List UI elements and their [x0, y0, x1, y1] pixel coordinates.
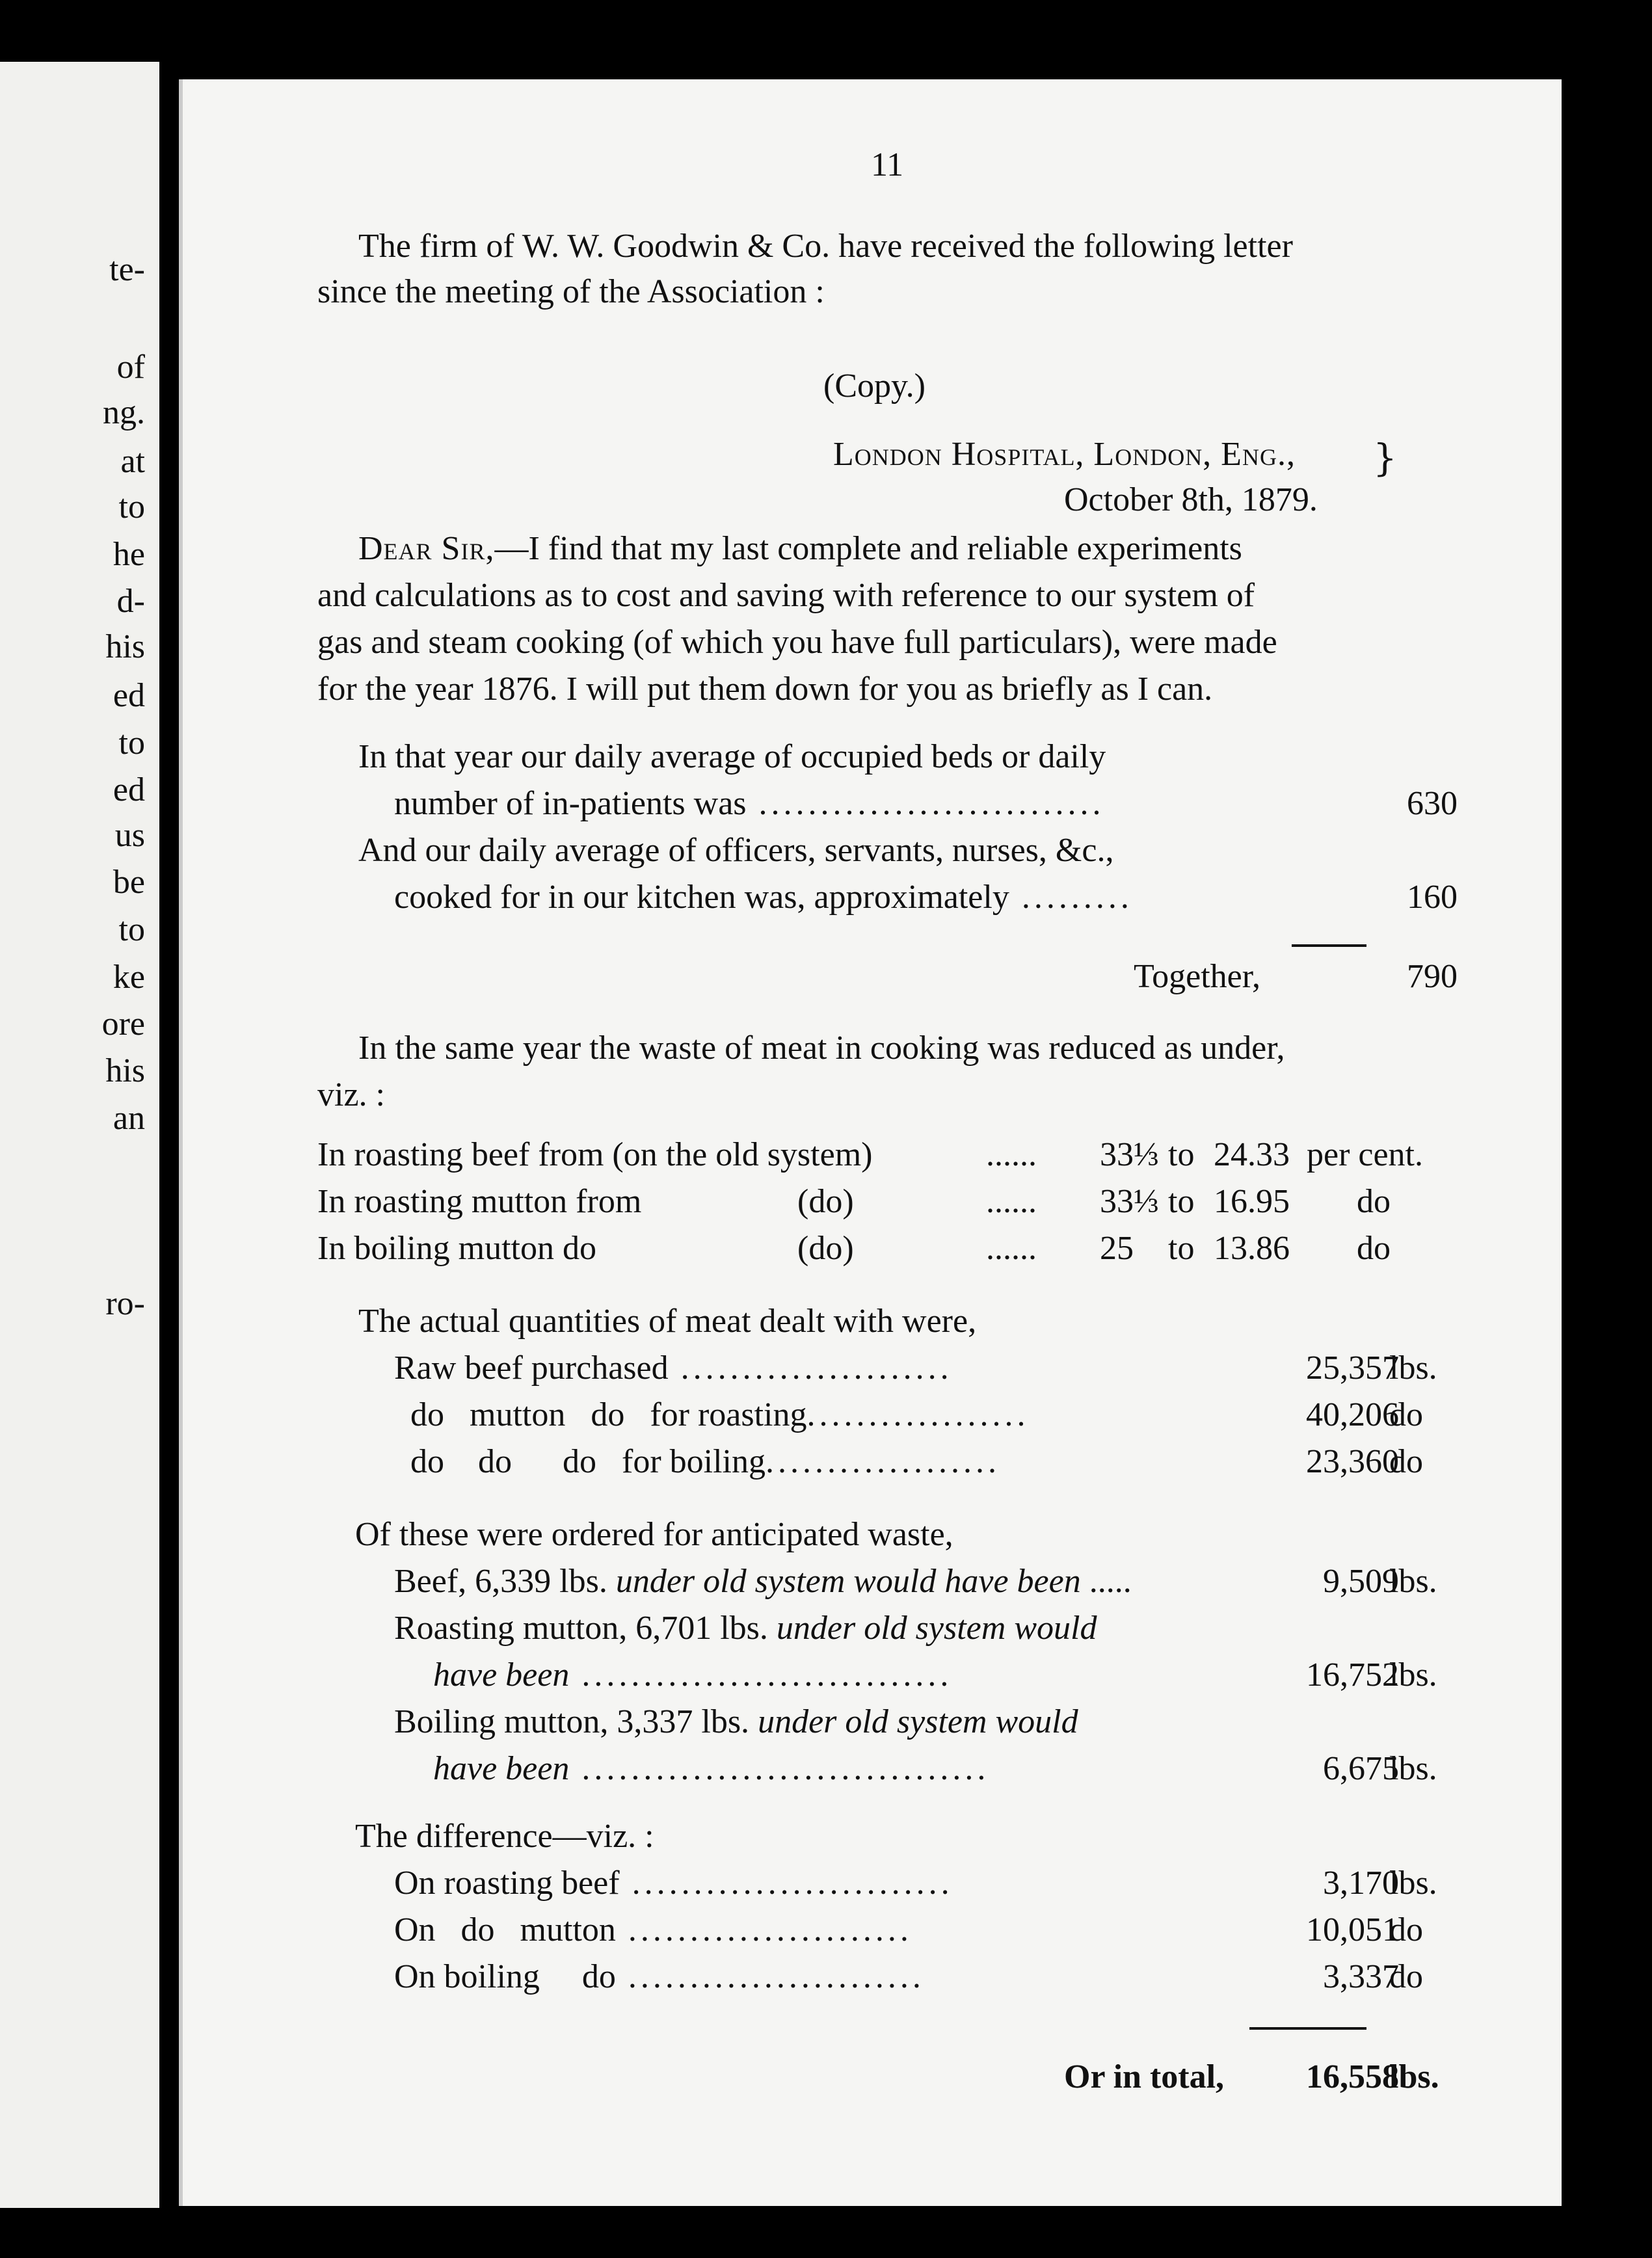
left-fragment: of	[116, 349, 145, 386]
leader-dots: ......	[986, 1230, 1037, 1267]
quantities-row	[410, 1441, 1000, 1483]
left-fragment: ed	[113, 771, 145, 808]
letter-line-3: gas and steam cooking (of which you have full particulars), were made	[317, 624, 1277, 661]
waste-line-1: In the same year the waste of meat in cooking was reduced as under,	[358, 1029, 1285, 1067]
quantities-row	[394, 1348, 953, 1389]
anticipated-unit: lbs.	[1389, 1656, 1437, 1693]
anticipated-row	[394, 1701, 1078, 1743]
book-spine-shadow	[159, 0, 179, 2258]
left-fragment: d-	[116, 583, 145, 620]
salutation: Dear Sir,	[358, 530, 495, 567]
left-fragment: be	[113, 864, 145, 901]
waste-row-label: In roasting beef from (on the old system)	[317, 1136, 873, 1173]
sum-rule	[1292, 944, 1366, 947]
leader-dots: .................................	[569, 1750, 990, 1787]
difference-value: 3,337	[1323, 1958, 1399, 1995]
leader-dots: ..........................	[619, 1865, 953, 1902]
waste-from: 33⅓	[1100, 1183, 1159, 1220]
quantities-value: 23,360	[1306, 1443, 1399, 1480]
anticipated-italic: under old system would	[758, 1703, 1078, 1740]
waste-unit: per cent.	[1307, 1136, 1424, 1173]
waste-row-label: In boiling mutton do	[317, 1230, 596, 1267]
anticipated-value: 9,509	[1323, 1563, 1399, 1600]
letter-text: —I find that my last complete and reliable experiments	[494, 530, 1242, 567]
leader-dots: ......	[986, 1183, 1037, 1220]
waste-unit: do	[1357, 1183, 1391, 1220]
difference-heading: The difference—viz. :	[355, 1818, 654, 1855]
patients-line-1: In that year our daily average of occupied beds or daily	[358, 738, 1106, 775]
patients-label: number of in-patients was	[394, 785, 747, 822]
difference-row	[394, 1909, 913, 1951]
left-fragment: to	[118, 911, 145, 948]
left-fragment: his	[105, 1052, 145, 1089]
letter-line-1	[358, 528, 1242, 570]
patients-value-2: 160	[1407, 879, 1458, 916]
waste-to-word: to	[1168, 1230, 1195, 1267]
quantities-heading: The actual quantities of meat dealt with were,	[358, 1303, 977, 1340]
patients-value-1: 630	[1407, 785, 1458, 822]
anticipated-row	[394, 1561, 1132, 1602]
leader-dots: ........................	[615, 1958, 925, 1995]
together-label: Together,	[1134, 958, 1260, 995]
difference-label: On do mutton	[394, 1911, 616, 1948]
left-fragment: at	[120, 443, 145, 480]
left-fragment: ke	[113, 959, 145, 996]
quantities-unit: lbs.	[1389, 1349, 1437, 1387]
difference-unit: do	[1389, 1958, 1423, 1995]
anticipated-italic: have been	[433, 1656, 570, 1693]
waste-to: 24.33	[1214, 1136, 1290, 1173]
brace-symbol: }	[1373, 436, 1397, 480]
quantities-label: Raw beef purchased	[394, 1349, 669, 1387]
waste-row-label: In roasting mutton from	[317, 1183, 642, 1220]
leader-dots: ......	[986, 1136, 1037, 1173]
total-value: 16,558	[1306, 2058, 1399, 2095]
leader-dots: ..................	[806, 1396, 1030, 1433]
previous-page-edge	[0, 62, 159, 2208]
letter-line-4: for the year 1876. I will put them down for you as briefly as I can.	[317, 671, 1213, 708]
quantities-value: 40,206	[1306, 1396, 1399, 1433]
scan-border	[159, 2206, 1652, 2258]
left-fragment: his	[105, 628, 145, 665]
waste-paren: (do)	[797, 1183, 854, 1220]
left-fragment: he	[113, 536, 145, 573]
difference-unit: lbs.	[1389, 1865, 1437, 1902]
patients-line-2	[394, 783, 1105, 825]
leader-dots: ..............................	[569, 1656, 953, 1693]
letter-line-2: and calculations as to cost and saving with reference to our system of	[317, 577, 1255, 614]
difference-row	[394, 1956, 925, 1998]
left-fragment: to	[118, 488, 145, 525]
leader-dots: ......................	[668, 1349, 953, 1387]
left-fragment: ed	[113, 677, 145, 714]
address-line-2: October 8th, 1879.	[1064, 481, 1318, 518]
anticipated-unit: lbs.	[1389, 1750, 1437, 1787]
anticipated-label: Boiling mutton, 3,337 lbs.	[394, 1703, 758, 1740]
left-fragment: te-	[109, 251, 145, 288]
total-unit: lbs.	[1389, 2058, 1439, 2095]
left-fragment: ore	[101, 1005, 145, 1043]
patients-label: cooked for in our kitchen was, approximately	[394, 879, 1009, 916]
quantities-row	[410, 1394, 1030, 1436]
patients-line-3: And our daily average of officers, servants, nurses, &c.,	[358, 832, 1114, 869]
anticipated-label: Beef, 6,339 lbs.	[394, 1563, 616, 1600]
waste-line-2: viz. :	[317, 1076, 385, 1113]
waste-unit: do	[1357, 1230, 1391, 1267]
difference-unit: do	[1389, 1911, 1423, 1948]
quantities-value: 25,357	[1306, 1349, 1399, 1387]
difference-label: On roasting beef	[394, 1865, 620, 1902]
anticipated-italic: under old system would	[776, 1610, 1097, 1647]
anticipated-row	[394, 1608, 1097, 1649]
leader-dots: ............................	[746, 785, 1105, 822]
document-page	[179, 79, 1562, 2206]
left-fragment: an	[113, 1100, 145, 1137]
waste-from: 25	[1100, 1230, 1134, 1267]
waste-to-word: to	[1168, 1136, 1195, 1173]
anticipated-value: 16,752	[1306, 1656, 1399, 1693]
waste-paren: (do)	[797, 1230, 854, 1267]
leader-dots: .......................	[615, 1911, 913, 1948]
intro-line-1: The firm of W. W. Goodwin & Co. have received the following letter	[358, 228, 1293, 265]
difference-row	[394, 1863, 953, 1904]
sum-rule	[1249, 2027, 1366, 2030]
total-label: Or in total,	[1064, 2058, 1225, 2095]
waste-to: 16.95	[1214, 1183, 1290, 1220]
leader-dots: ...................	[765, 1443, 1000, 1480]
leader-dots: .........	[1009, 879, 1133, 916]
waste-to-word: to	[1168, 1183, 1195, 1220]
left-fragment: to	[118, 724, 145, 762]
difference-label: On boiling do	[394, 1958, 616, 1995]
quantities-unit: do	[1389, 1396, 1423, 1433]
copy-label: (Copy.)	[823, 367, 926, 405]
leader-dots: .....	[1080, 1563, 1132, 1600]
anticipated-italic: under old system would have been	[615, 1563, 1081, 1600]
waste-from: 33⅓	[1100, 1136, 1159, 1173]
left-fragment: ng.	[103, 394, 145, 431]
left-fragment: ro-	[105, 1285, 145, 1322]
quantities-label: do mutton do for roasting	[410, 1396, 807, 1433]
patients-line-4	[394, 877, 1133, 918]
anticipated-value: 6,675	[1323, 1750, 1399, 1787]
anticipated-italic: have been	[433, 1750, 570, 1787]
page-number: 11	[871, 146, 904, 183]
quantities-label: do do do for boiling	[410, 1443, 766, 1480]
difference-value: 3,170	[1323, 1865, 1399, 1902]
anticipated-unit: lbs.	[1389, 1563, 1437, 1600]
address-line-1: London Hospital, London, Eng.,	[833, 436, 1296, 473]
left-fragment: us	[114, 817, 145, 854]
anticipated-label: Roasting mutton, 6,701 lbs.	[394, 1610, 777, 1647]
anticipated-row-cont	[433, 1654, 952, 1696]
difference-value: 10,051	[1306, 1911, 1399, 1948]
intro-line-2: since the meeting of the Association :	[317, 273, 825, 310]
anticipated-row-cont	[433, 1748, 989, 1790]
anticipated-heading: Of these were ordered for anticipated waste,	[355, 1516, 953, 1553]
waste-to: 13.86	[1214, 1230, 1290, 1267]
quantities-unit: do	[1389, 1443, 1423, 1480]
together-value: 790	[1407, 958, 1458, 995]
